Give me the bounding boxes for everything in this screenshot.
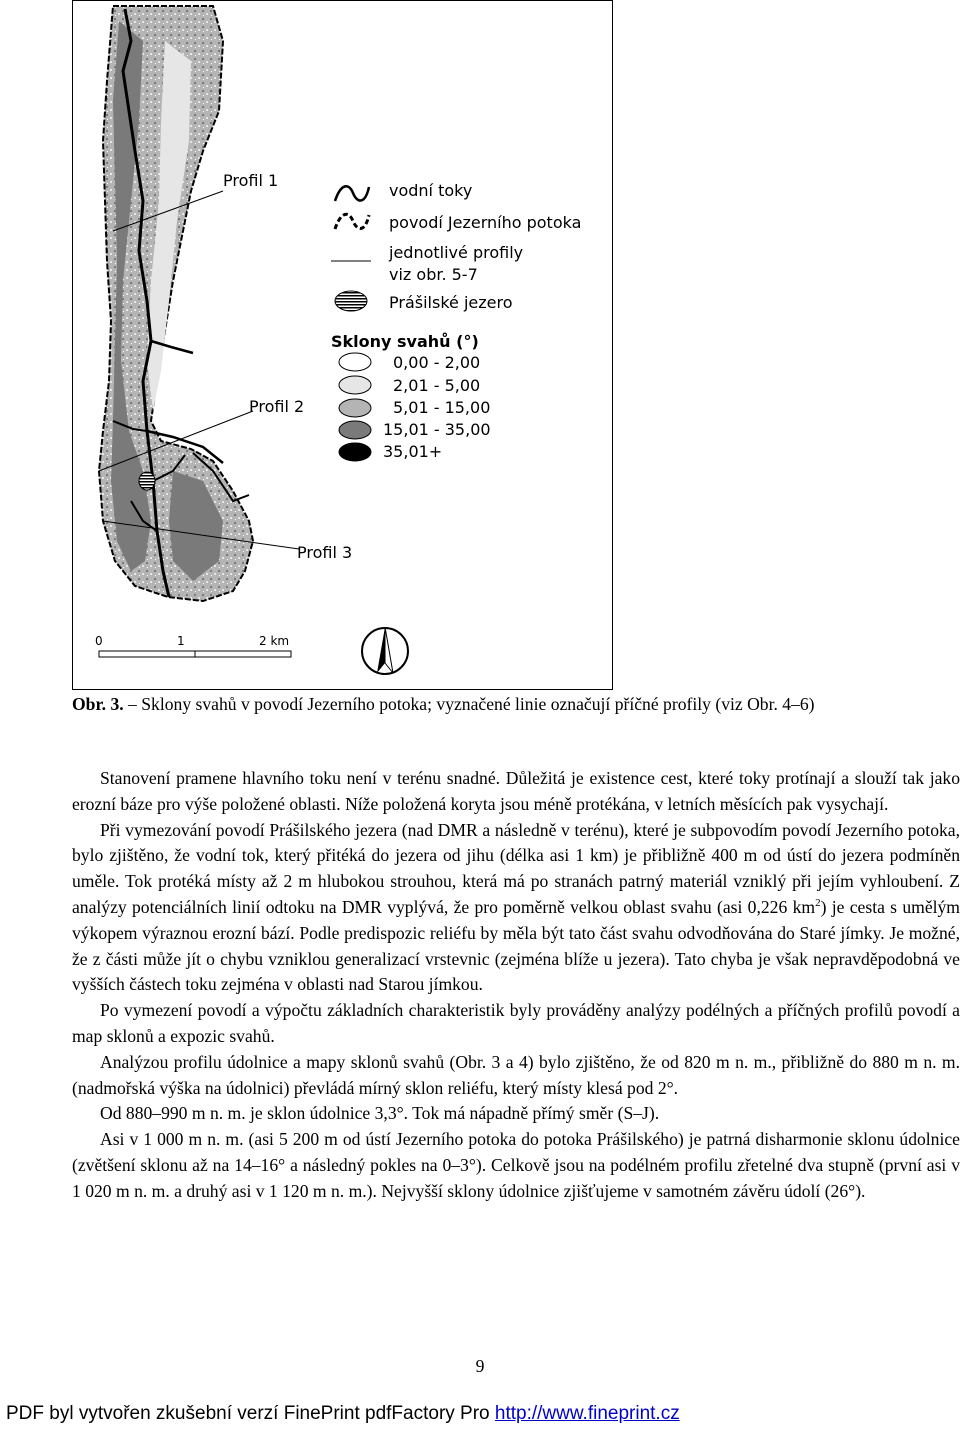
legend-profiles-line2: viz obr. 5-7 xyxy=(389,265,478,284)
legend-profiles-line1: jednotlivé profily xyxy=(389,243,524,262)
legend-lake: Prášilské jezero xyxy=(389,293,513,312)
pdf-footer xyxy=(0,1403,960,1425)
body-text xyxy=(72,766,960,1205)
lake-legend-icon xyxy=(335,291,367,311)
legend-slope-title: Sklony svahů (°) xyxy=(331,332,479,351)
profile-label-3: Profil 3 xyxy=(297,543,353,562)
paragraph-4: Analýzou profilu údolnice a mapy sklonů svahů (Obr. 3 a 4) bylo zjištěno, že od 820 m n. m., přibližně do 880 m n. m. (nadmořská výška na údolnici) převládá mírný sklon reliéfu, který místy klesá pod 2°. xyxy=(72,1051,960,1098)
profile-label-1: Profil 1 xyxy=(223,171,279,190)
footer-text: PDF byl vytvořen zkušební verzí FinePrint pdfFactory Pro xyxy=(6,1403,495,1424)
caption-label: Obr. 3. xyxy=(72,694,124,714)
legend-basin: povodí Jezerního potoka xyxy=(389,213,582,232)
slope-class-4: 15,01 - 35,00 xyxy=(383,420,491,439)
slope-class-swatch-3 xyxy=(339,399,371,417)
figure-caption xyxy=(72,692,960,718)
superscript-2: 2 xyxy=(815,897,821,910)
paragraph-3: Po vymezení povodí a výpočtu základních charakteristik byly prováděny analýzy podélných a příčných profilů povodí a map sklonů a expozic svahů. xyxy=(72,1000,960,1046)
slope-class-3: 5,01 - 15,00 xyxy=(393,398,491,417)
slope-class-1: 0,00 - 2,00 xyxy=(393,353,481,372)
slope-map-figure xyxy=(72,0,613,690)
basin-legend-icon xyxy=(335,214,369,229)
caption-text: – Sklony svahů v povodí Jezerního potoka; vyznačené linie označují příčné profily (viz Obr. 4–6) xyxy=(123,694,815,714)
scale-tick-0: 0 xyxy=(95,634,103,648)
scale-tick-1: 1 xyxy=(177,634,185,648)
stream-legend-icon xyxy=(335,186,369,201)
paragraph-1: Stanovení pramene hlavního toku není v terénu snadné. Důležitá je existence cest, které toky protínají a slouží tak jako erozní báze pro výše položené oblasti. Níže položená koryta jsou méně protékána, v letních měsících pak vysychají. xyxy=(72,768,960,814)
page-number: 9 xyxy=(475,1356,485,1376)
profile-label-2: Profil 2 xyxy=(249,397,305,416)
scale-tick-2: 2 km xyxy=(259,634,290,648)
slope-class-5: 35,01+ xyxy=(383,442,443,461)
paragraph-5: Od 880–990 m n. m. je sklon údolnice 3,3°. Tok má nápadně přímý směr (S–J). xyxy=(100,1103,660,1124)
slope-class-2: 2,01 - 5,00 xyxy=(393,376,481,395)
paragraph-2: Při vymezování povodí Prášilského jezera (nad DMR a následně v terénu), které je subpovodím povodí Jezerního potoka, bylo zjištěno, že vodní tok, který přitéká do jezera od jihu (délka asi 1 km) je přibližně 400 m od ústí do jezera podmíněn uměle. Tok protéká místy až 2 m hlubokou strouhou, která má po stranách patrný materiál vzniklý při jejím vyhloubení. Z analýzy potenciálních linií odtoku na DMR vyplývá, že pro poměrně velkou oblast svahu (asi 0,226 $km^2$) je cesta s umělým výkopem výraznou erozní bází. Podle predispozic reliéfu by měla být tato část svahu odvodňována do Staré jímky. Je možné, že z části může jít o chybu vzniklou generalizací vrstevnic (zejména blíže u jezera). Tato chyba je však nepravděpodobná ve vyšších částech toku zejména v oblasti nad Starou jímkou. xyxy=(72,819,960,995)
footer-link[interactable]: http://www.fineprint.cz xyxy=(494,1403,680,1424)
paragraph-6: Asi v 1 000 m n. m. (asi 5 200 m od ústí Jezerního potoka do potoka Prášilského) je patrná disharmonie sklonu údolnice (zvětšení sklonu až na 14–16° a následný pokles na 0–3°). Celkově jsou na podélném profilu zřetelné dva stupně (první asi v 1 020 m n. m. a druhý asi v 1 120 m n. m.). Nejvyšší sklony údolnice zjišťujeme v samotném závěru údolí (26°). xyxy=(72,1129,960,1201)
lake-prasilske xyxy=(139,472,155,490)
slope-class-swatch-5 xyxy=(339,443,371,461)
slope-class-swatch-1 xyxy=(339,353,371,371)
slope-class-swatch-4 xyxy=(339,421,371,439)
legend-streams: vodní toky xyxy=(389,181,473,200)
slope-class-swatch-2 xyxy=(339,376,371,394)
